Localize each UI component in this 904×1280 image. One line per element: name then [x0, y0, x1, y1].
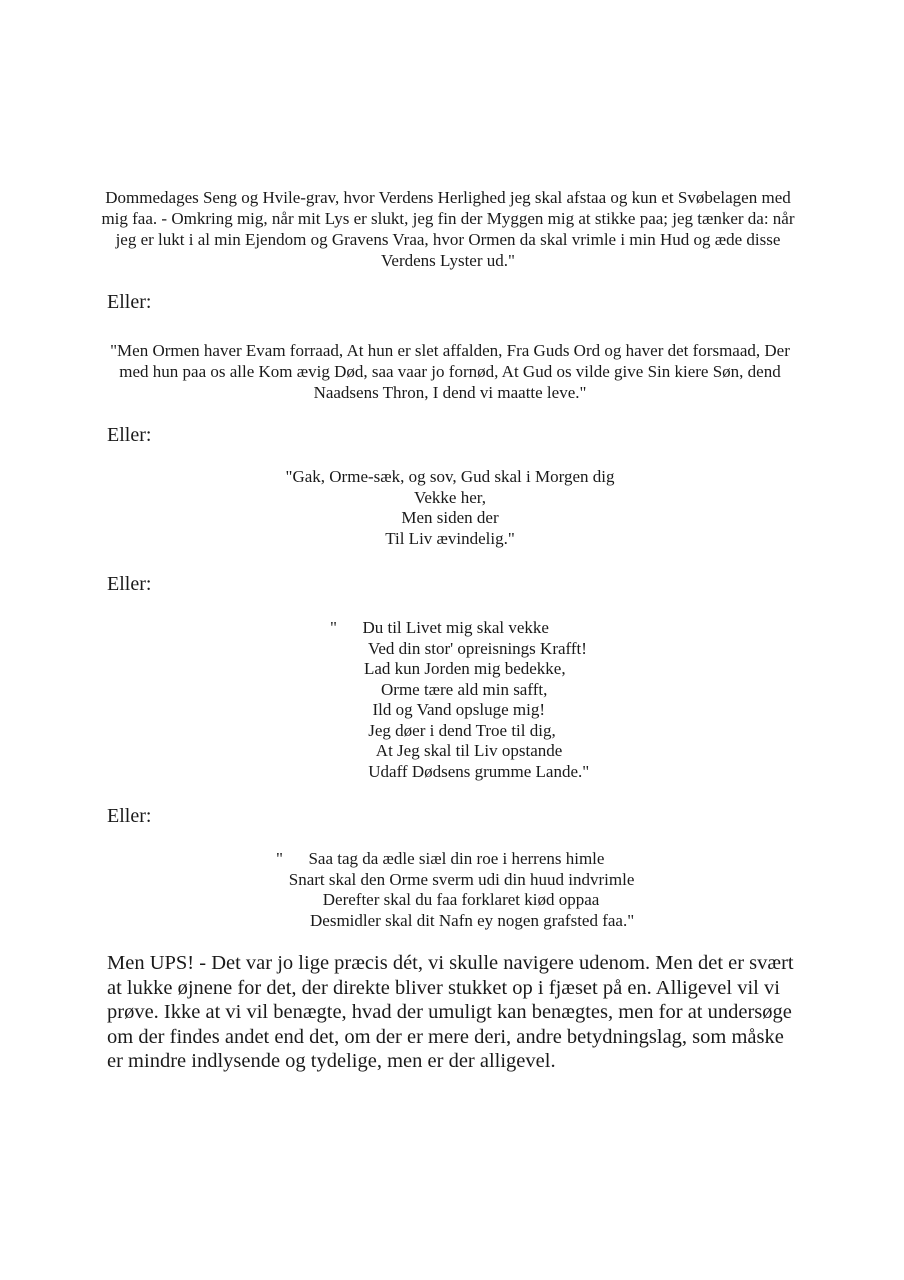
verse-2 — [330, 618, 630, 782]
verse-line: "Gak, Orme-sæk, og sov, Gud skal i Morgen dig — [285, 467, 615, 486]
verse-line: Udaff Dødsens grumme Lande." — [330, 761, 590, 781]
verse-line: Jeg døer i dend Troe til dig, — [330, 720, 556, 740]
eller-label-2: Eller: — [107, 424, 152, 446]
verse-line: " Du til Livet mig skal vekke — [330, 618, 549, 637]
verse-line: Lad kun Jorden mig bedekke, — [330, 659, 566, 678]
verse-line: Desmidler skal dit Nafn ey nogen grafsted faa." — [276, 910, 635, 930]
verse-line: At Jeg skal til Liv opstande — [330, 741, 563, 760]
verse-line: Ved din stor' opreisnings Krafft! — [330, 638, 587, 658]
verse-1 — [250, 467, 650, 549]
verse-line: Vekke her, — [413, 487, 486, 507]
verse-line: Snart skal den Orme sverm udi din huud indvrimle — [276, 869, 635, 889]
eller-label-4: Eller: — [107, 805, 152, 827]
verse-line: Til Liv ævindelig." — [385, 528, 515, 548]
eller-label-1: Eller: — [107, 291, 152, 313]
quote-paragraph-2: "Men Ormen haver Evam forraad, At hun er slet affalden, Fra Guds Ord og haver det forsmaad, Der med hun paa os alle Kom ævig Død, saa vaar jo fornød, At Gud os vilde give Sin kiere Søn, dend Naadsens Thron, I dend vi maatte leve." — [110, 341, 790, 402]
quote-paragraph-1: Dommedages Seng og Hvile-grav, hvor Verdens Herlighed jeg skal afstaa og kun et Svøbelagen med mig faa. - Omkring mig, når mit Lys er slukt, jeg fin der Myggen mig at stikke paa; jeg tænker da: når jeg er lukt i al min Ejendom og Gravens Vraa, hvor Ormen da skal vrimle i min Hud og æde disse Verdens Lyster ud." — [101, 188, 795, 270]
verse-line: Men siden der — [401, 508, 499, 527]
verse-line: " Saa tag da ædle siæl din roe i herrens himle — [276, 849, 605, 868]
eller-label-3: Eller: — [107, 573, 152, 595]
verse-line: Orme tære ald min safft, — [330, 679, 548, 699]
verse-line: Derefter skal du faa forklaret kiød oppaa — [276, 890, 600, 909]
body-paragraph: Men UPS! - Det var jo lige præcis dét, vi skulle navigere udenom. Men det er svært at lukke øjnene for det, der direkte bliver stukket op i fjæset på en. Alligevel vil vi prøve. Ikke at vi vil benægte, hvad der umuligt kan benægtes, men for at undersøge om der findes andet end det, om der er mere deri, andre betydningslag, som måske er mindre indlysende og tydelige, men er der alligevel. — [107, 952, 794, 1072]
verse-3 — [276, 849, 676, 931]
verse-line: Ild og Vand opsluge mig! — [330, 700, 546, 719]
